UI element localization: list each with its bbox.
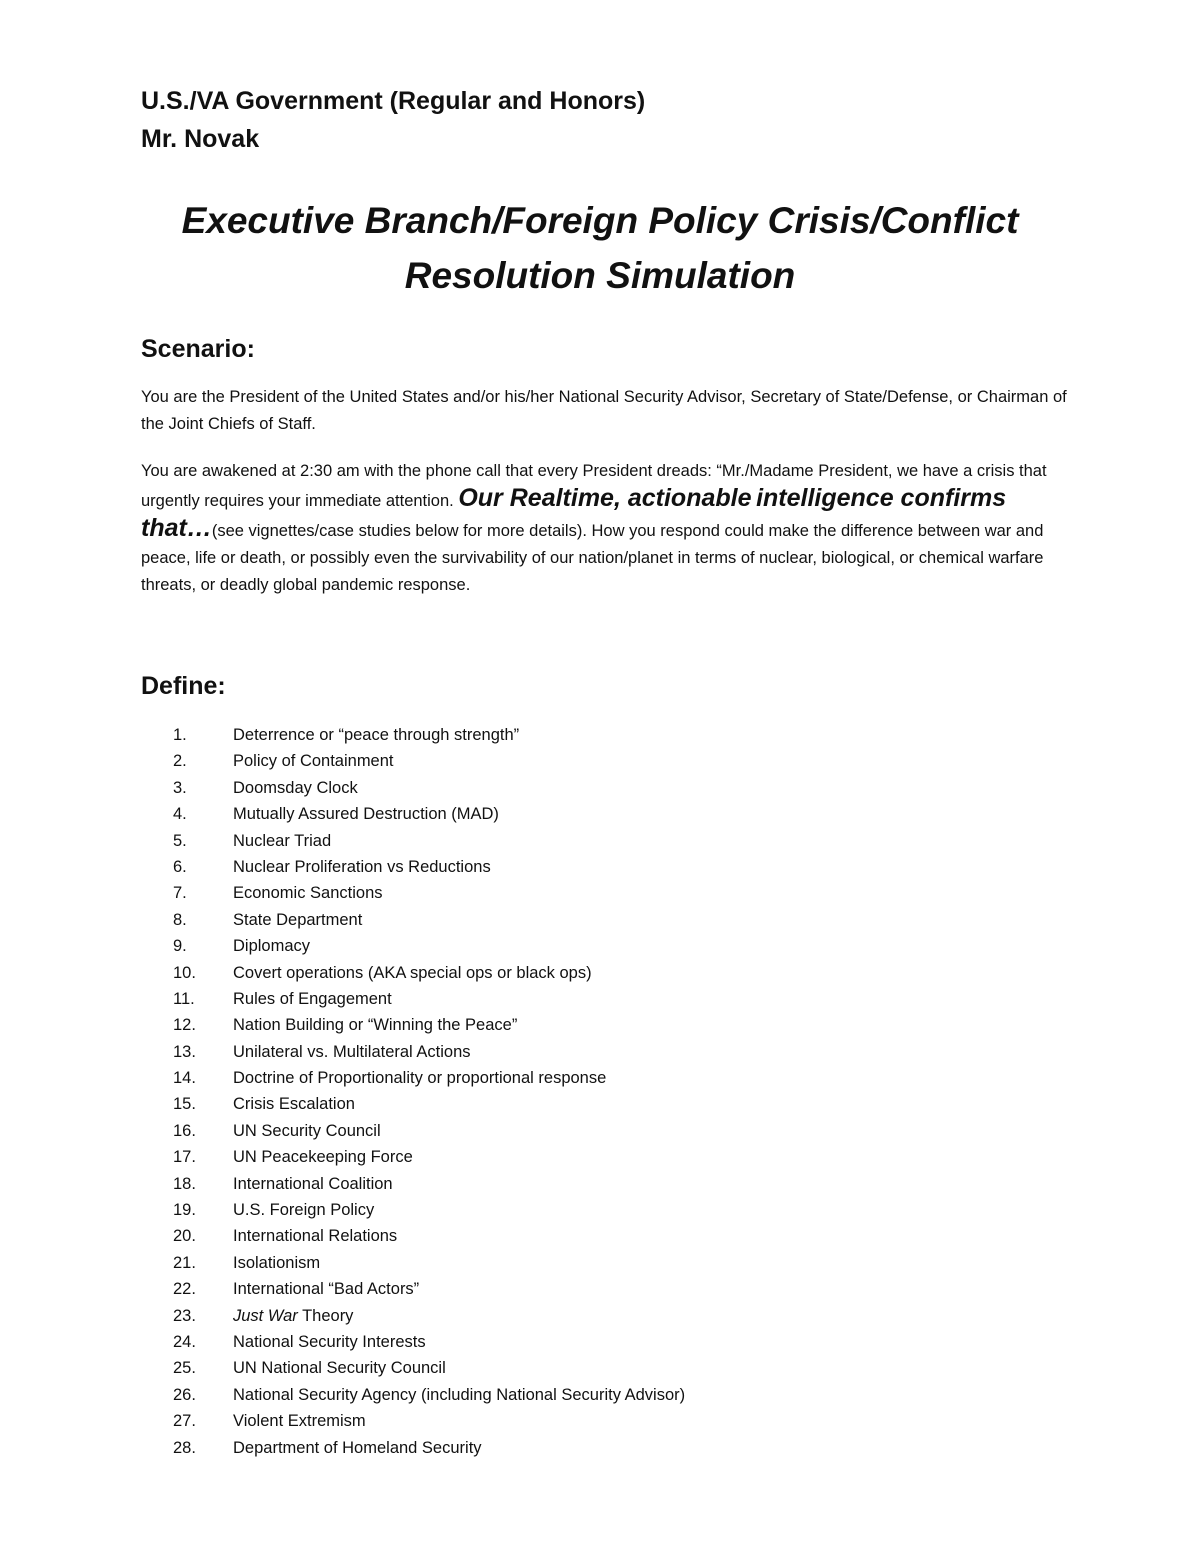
define-term-item xyxy=(141,1382,685,1408)
define-term-number: 4. xyxy=(173,805,187,824)
define-term-text: Nuclear Proliferation vs Reductions xyxy=(233,857,491,876)
define-term-text: National Security Interests xyxy=(233,1332,426,1351)
define-term-item xyxy=(141,880,685,906)
define-term-item xyxy=(141,722,685,748)
teacher-name: Mr. Novak xyxy=(141,125,260,153)
course-name: U.S./VA Government (Regular and Honors) xyxy=(141,87,646,115)
define-term-item xyxy=(141,933,685,959)
define-term-number: 6. xyxy=(173,857,187,876)
define-term-item xyxy=(141,1012,685,1038)
define-term-text-rest: Theory xyxy=(297,1306,354,1325)
scenario-paragraph-2-text-a: You are awakened at 2:30 am with the phone call that every President dreads: “Mr./Madame President, we have a crisis that urgently requires your immediate attention. xyxy=(141,462,1047,510)
define-term-number: 2. xyxy=(173,752,187,771)
define-term-number: 7. xyxy=(173,884,187,903)
define-term-item xyxy=(141,748,685,774)
define-term-text: Covert operations (AKA special ops or black ops) xyxy=(233,963,592,982)
define-term-item xyxy=(141,1223,685,1249)
define-term-item xyxy=(141,1276,685,1302)
define-term-text: Nation Building or “Winning the Peace” xyxy=(233,1016,518,1035)
define-term-text xyxy=(233,1303,353,1329)
define-term-item xyxy=(141,1435,685,1461)
define-term-number: 21. xyxy=(173,1253,196,1272)
define-term-item xyxy=(141,854,685,880)
define-term-number: 15. xyxy=(173,1095,196,1114)
define-term-text: U.S. Foreign Policy xyxy=(233,1201,375,1220)
define-term-number: 5. xyxy=(173,831,187,850)
define-term-number: 25. xyxy=(173,1359,196,1378)
define-term-item xyxy=(141,1144,685,1170)
define-term-number: 28. xyxy=(173,1438,196,1457)
define-term-number: 11. xyxy=(173,989,195,1008)
define-term-item xyxy=(141,1039,685,1065)
define-term-number: 16. xyxy=(173,1121,196,1140)
define-term-number: 22. xyxy=(173,1280,196,1299)
define-term-number: 20. xyxy=(173,1227,196,1246)
define-term-text: Department of Homeland Security xyxy=(233,1438,482,1457)
define-term-text: Economic Sanctions xyxy=(233,884,383,903)
define-term-number: 3. xyxy=(173,778,187,797)
define-term-number: 14. xyxy=(173,1069,196,1088)
define-term-item xyxy=(141,1250,685,1276)
document-title-line-2: Resolution Simulation xyxy=(404,255,796,296)
define-term-text: International Relations xyxy=(233,1227,398,1246)
define-term-text: Isolationism xyxy=(233,1253,321,1272)
scenario-paragraph-2 xyxy=(141,458,1071,599)
define-term-text: Mutually Assured Destruction (MAD) xyxy=(233,805,499,824)
define-term-text: Crisis Escalation xyxy=(233,1095,355,1114)
define-term-number: 19. xyxy=(173,1201,196,1220)
define-term-item xyxy=(141,1303,685,1329)
define-term-number: 27. xyxy=(173,1412,196,1431)
define-term-item xyxy=(141,828,685,854)
define-term-text-italic: Just War xyxy=(233,1306,298,1325)
define-term-item xyxy=(141,1171,685,1197)
define-term-number: 1. xyxy=(173,726,187,744)
scenario-paragraph-2-text-b: (see vignettes/case studies below for more details). How you xyxy=(211,522,656,540)
define-term-text: UN Security Council xyxy=(233,1121,381,1140)
define-term-item xyxy=(141,986,685,1012)
define-term-number: 23. xyxy=(173,1306,196,1325)
define-term-text: UN Peacekeeping Force xyxy=(233,1148,413,1167)
define-term-text: Rules of Engagement xyxy=(233,989,392,1008)
define-term-item xyxy=(141,1197,685,1223)
define-term-text: Policy of Containment xyxy=(233,752,394,771)
scenario-paragraph-2-text-c: respond could make the difference between war and peace, life or death, or possibly even the survivability of our nation/planet in terms of nuclear, biological, or chemical warfare threats, or deadly global pandemic response. xyxy=(141,522,1044,594)
define-term-item xyxy=(141,1065,685,1091)
define-term-item xyxy=(141,1329,685,1355)
define-term-number: 24. xyxy=(173,1332,196,1351)
define-term-text: International “Bad Actors” xyxy=(233,1280,420,1299)
define-term-text: National Security Agency (including National Security Advisor) xyxy=(233,1385,686,1404)
define-term-number: 9. xyxy=(173,937,187,956)
define-term-text: UN National Security Council xyxy=(233,1359,446,1378)
define-term-number: 10. xyxy=(173,963,196,982)
define-term-text: Deterrence or “peace through strength” xyxy=(233,726,520,744)
define-term-item xyxy=(141,907,685,933)
define-term-number: 17. xyxy=(173,1148,196,1167)
intelligence-callout-1: Our Realtime, actionable xyxy=(458,484,752,512)
intelligence-callout-2: intelligence confirms that… xyxy=(141,484,1007,542)
define-term-item xyxy=(141,1091,685,1117)
define-term-item xyxy=(141,801,685,827)
define-term-list xyxy=(141,722,685,1461)
define-term-item xyxy=(141,960,685,986)
document-title-line-1: Executive Branch/Foreign Policy Crisis/Conflict xyxy=(181,200,1019,241)
define-term-text: Violent Extremism xyxy=(233,1412,366,1431)
define-term-number: 18. xyxy=(173,1174,196,1193)
scenario-heading: Scenario: xyxy=(141,335,255,363)
define-term-text: Nuclear Triad xyxy=(233,831,332,850)
define-heading: Define: xyxy=(141,672,226,700)
define-term-text: State Department xyxy=(233,910,363,929)
define-term-text: Doctrine of Proportionality or proportional response xyxy=(233,1069,607,1088)
define-term-text: Unilateral vs. Multilateral Actions xyxy=(233,1042,471,1061)
define-term-number: 26. xyxy=(173,1385,196,1404)
define-term-number: 8. xyxy=(173,910,187,929)
scenario-paragraph-1: You are the President of the United States and/or his/her National Security Advisor, Secretary of State/Defense, or Chairman of the Joint Chiefs of Staff. xyxy=(141,388,1067,433)
document-title xyxy=(100,193,1100,303)
define-term-item xyxy=(141,1355,685,1381)
define-term-item xyxy=(141,1118,685,1144)
define-term-number: 13. xyxy=(173,1042,196,1061)
define-term-text: International Coalition xyxy=(233,1174,393,1193)
define-term-item xyxy=(141,1408,685,1434)
define-term-number: 12. xyxy=(173,1016,196,1035)
define-term-item xyxy=(141,775,685,801)
define-term-text: Diplomacy xyxy=(233,937,311,956)
define-term-text: Doomsday Clock xyxy=(233,778,358,797)
